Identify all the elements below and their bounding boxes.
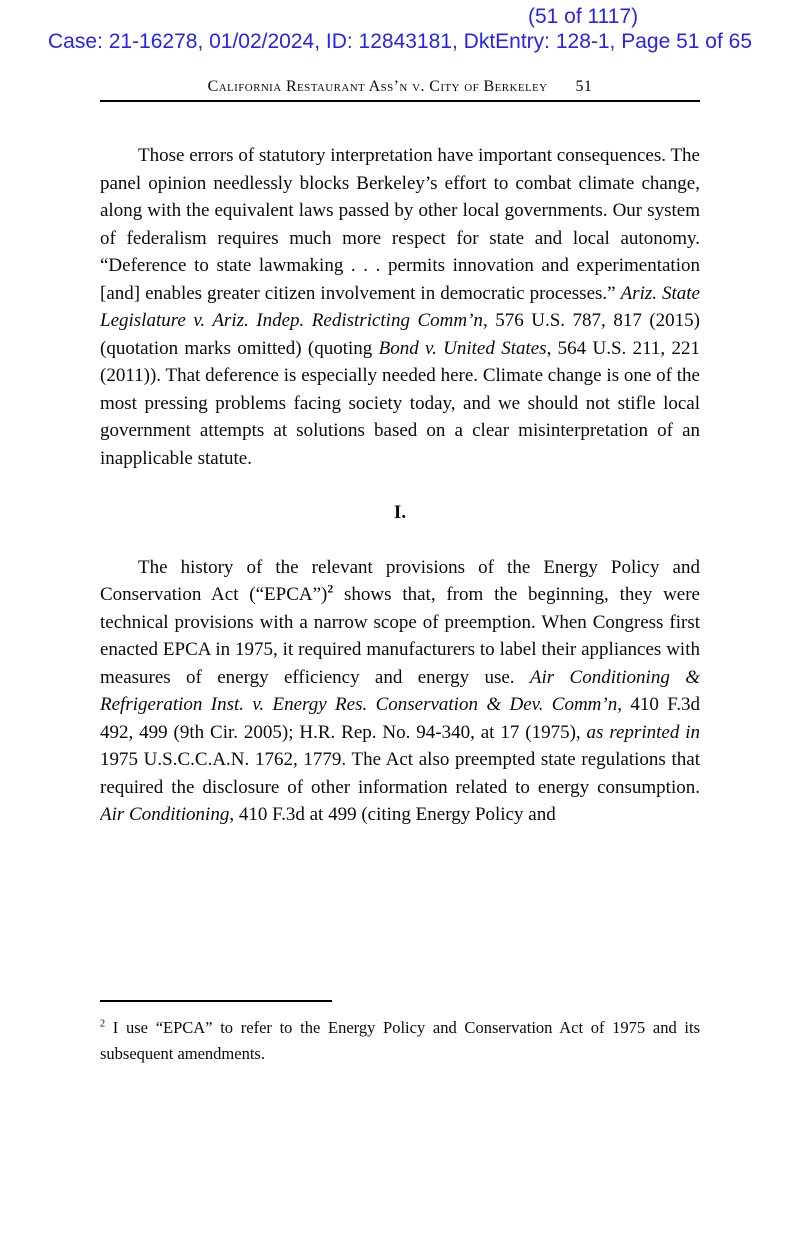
- body-paragraph-2: The history of the relevant provisions of the Energy Policy and Conservation Act (“EPCA”)$^2$ shows that, from the beginning, they were technical provisions with a narrow scope of preemption. When Congress first enacted EPCA in 1975, it required manufacturers to label their appliances with measures of energy efficiency and energy use. Air Conditioning & Refrigeration Inst. v. Energy Res. Conservation & Dev. Comm’n, 410 F.3d 492, 499 (9th Cir. 2005); H.R. Rep. No. 94-340, at 17 (1975), as reprinted in 1975 U.S.C.C.A.N. 1762, 1779. The Act also preempted state regulations that required the disclosure of other information related to energy consumption. Air Conditioning, 410 F.3d at 499 (citing Energy Policy and: [100, 556, 700, 825]
- stamp-page-counter: (51 of 1117): [528, 5, 639, 28]
- section-heading-roman-numeral: I.: [393, 502, 407, 523]
- running-header-page-number: 51: [575, 78, 593, 95]
- opinion-body: [100, 142, 700, 829]
- footnote-text: $^2$ I use “EPCA” to refer to the Energy Policy and Conservation Act of 1975 and its subsequent amendments.: [100, 1018, 700, 1063]
- footnote-separator-rule: [100, 1000, 332, 1002]
- footnote-area: [100, 1000, 700, 1067]
- stamp-case-line: Case: 21-16278, 01/02/2024, ID: 12843181, DktEntry: 128-1, Page 51 of 65: [48, 30, 752, 53]
- body-paragraph-1: Those errors of statutory interpretation have important consequences. The panel opinion needlessly blocks Berkeley’s effort to combat climate change, along with the equivalent laws passed by other local governments. Our system of federalism requires much more respect for state and local autonomy. “Deference to state lawmaking . . . permits innovation and experimentation [and] enables greater citizen involvement in democratic processes.” Ariz. State Legislature v. Ariz. Indep. Redistricting Comm’n, 576 U.S. 787, 817 (2015) (quotation marks omitted) (quoting Bond v. United States, 564 U.S. 211, 221 (2011)). That deference is especially needed here. Climate change is one of the most pressing problems facing society today, and we should not stifle local government attempts at solutions based on a clear misinterpretation of an inapplicable statute.: [100, 145, 700, 469]
- header-rule: [100, 100, 700, 102]
- running-header: [100, 78, 700, 96]
- running-header-case-title: California Restaurant Ass’n v. City of Berkeley: [207, 78, 548, 95]
